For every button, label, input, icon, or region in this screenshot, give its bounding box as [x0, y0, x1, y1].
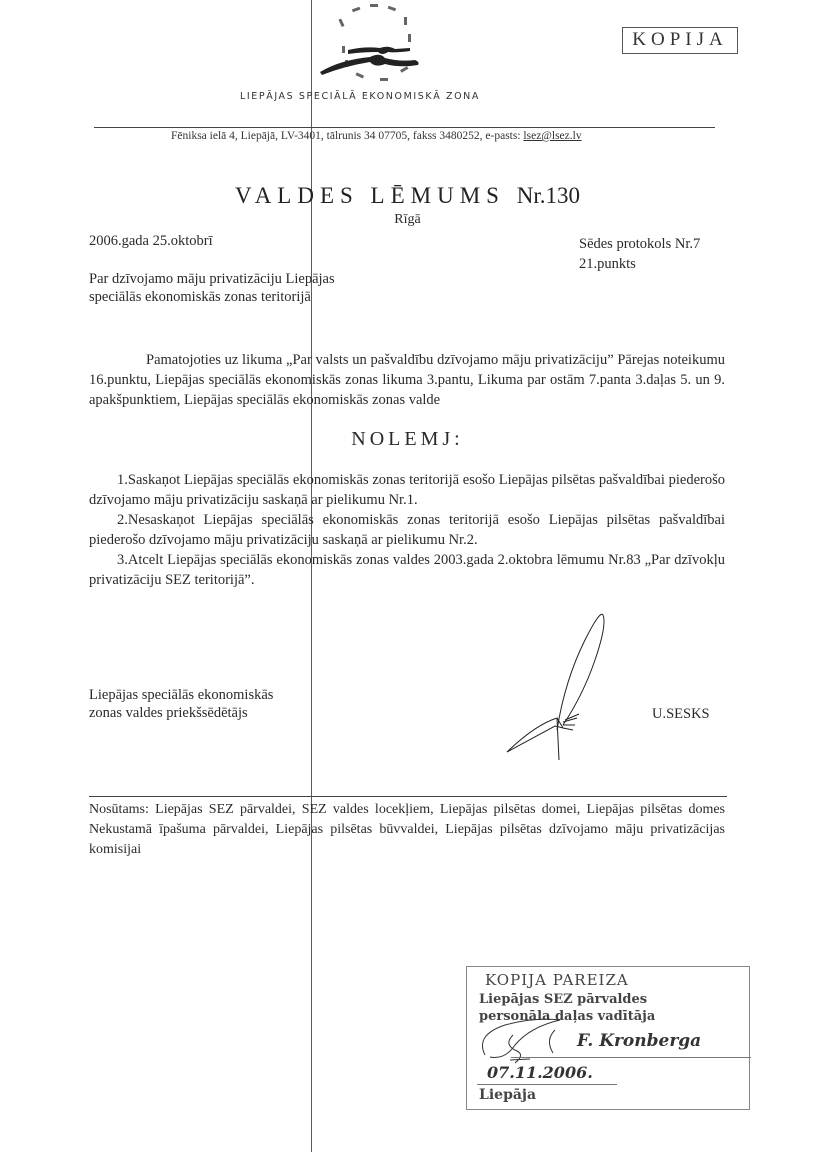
- document-subject: [89, 270, 409, 306]
- contact-address: [171, 130, 582, 142]
- document-place: Rīgā: [394, 212, 421, 227]
- copy-stamp: KOPIJA: [622, 27, 738, 54]
- decision-item: 2.Nesaskaņot Liepājas speciālās ekonomiskās zonas teritorijā esošo Liepājas pilsētas pašvaldībai piederošo dzīvojamo māju privatizāciju saskaņā ar pielikumu Nr.2.: [89, 512, 725, 548]
- signatory-title-line-2: zonas valdes priekšsēdētājs: [89, 705, 248, 721]
- address-text: Fēniksa ielā 4, Liepājā, LV-3401, tālrunis 34 07705, fakss 3480252, e-pasts:: [171, 130, 524, 142]
- recipients-list: Nosūtams: Liepājas SEZ pārvaldei, SEZ valdes locekļiem, Liepājas pilsētas domei, Liepājas pilsētas domes Nekustamā īpašuma pārvaldei, Liepājas pilsētas būvvaldei, Liepājas pilsētas dzīvojamo māju privatizācijas komisijai: [89, 802, 725, 857]
- certified-copy-stamp: [466, 966, 750, 1110]
- handwritten-signature-icon: [495, 600, 635, 760]
- title-text: VALDES LĒMUMS: [235, 183, 505, 208]
- header-divider: [94, 127, 715, 128]
- document-number: Nr.130: [516, 183, 580, 208]
- decision-item: 3.Atcelt Liepājas speciālās ekonomiskās zonas valdes 2003.gada 2.oktobra lēmumu Nr.83 „Par dzīvokļu privatizāciju SEZ teritorijā”.: [89, 552, 725, 588]
- protocol-point: 21.punkts: [579, 256, 636, 272]
- subject-line-2: speciālās ekonomiskās zonas teritorijā: [89, 289, 311, 305]
- subject-line-1: Par dzīvojamo māju privatizāciju Liepājas: [89, 271, 335, 287]
- stamp-rule: [511, 1057, 751, 1058]
- organization-name: LIEPĀJAS SPECIĀLĀ EKONOMISKĀ ZONA: [240, 91, 480, 102]
- stamp-organization: Liepājas SEZ pārvaldes: [479, 992, 648, 1007]
- signatory-title-line-1: Liepājas speciālās ekonomiskās: [89, 687, 274, 703]
- document-title: [0, 183, 815, 209]
- stamp-city: Liepāja: [479, 1087, 537, 1103]
- stamp-handwritten-name: F. Kronberga: [577, 1031, 702, 1051]
- decision-heading: NOLEMJ:: [351, 428, 464, 450]
- preamble-paragraph: Pamatojoties uz likuma „Par valsts un pašvaldību dzīvojamo māju privatizāciju” Pārejas noteikumu 16.punktu, Liepājas speciālās ekonomiskās zonas likuma 3.pantu, Likuma par ostām 7.panta 3.daļas 5. un 9. apakšpunktiem, Liepājas speciālās ekonomiskās zonas valde: [89, 352, 725, 408]
- decision-items: [89, 470, 725, 590]
- signatory-title: [89, 686, 273, 722]
- protocol-reference: [579, 234, 700, 274]
- decision-item: 1.Saskaņot Liepājas speciālās ekonomiskās zonas teritorijā esošo Liepājas pilsētas pašvaldībai piederošo dzīvojamo māju privatizāciju saskaņā ar pielikumu Nr.1.: [89, 472, 725, 508]
- recipients-divider: [89, 796, 727, 797]
- stamp-handwritten-date: 07.11.2006.: [487, 1063, 593, 1082]
- lsez-logo-icon: [300, 2, 450, 92]
- stamp-rule: [477, 1084, 617, 1085]
- email-link[interactable]: lsez@lsez.lv: [523, 130, 582, 142]
- protocol-number: Sēdes protokols Nr.7: [579, 236, 701, 252]
- stamp-role: personāla daļas vadītāja: [479, 1009, 656, 1024]
- stamp-title: KOPIJA PAREIZA: [485, 971, 629, 989]
- document-date: 2006.gada 25.oktobrī: [89, 233, 213, 249]
- signatory-name: U.SESKS: [652, 706, 710, 722]
